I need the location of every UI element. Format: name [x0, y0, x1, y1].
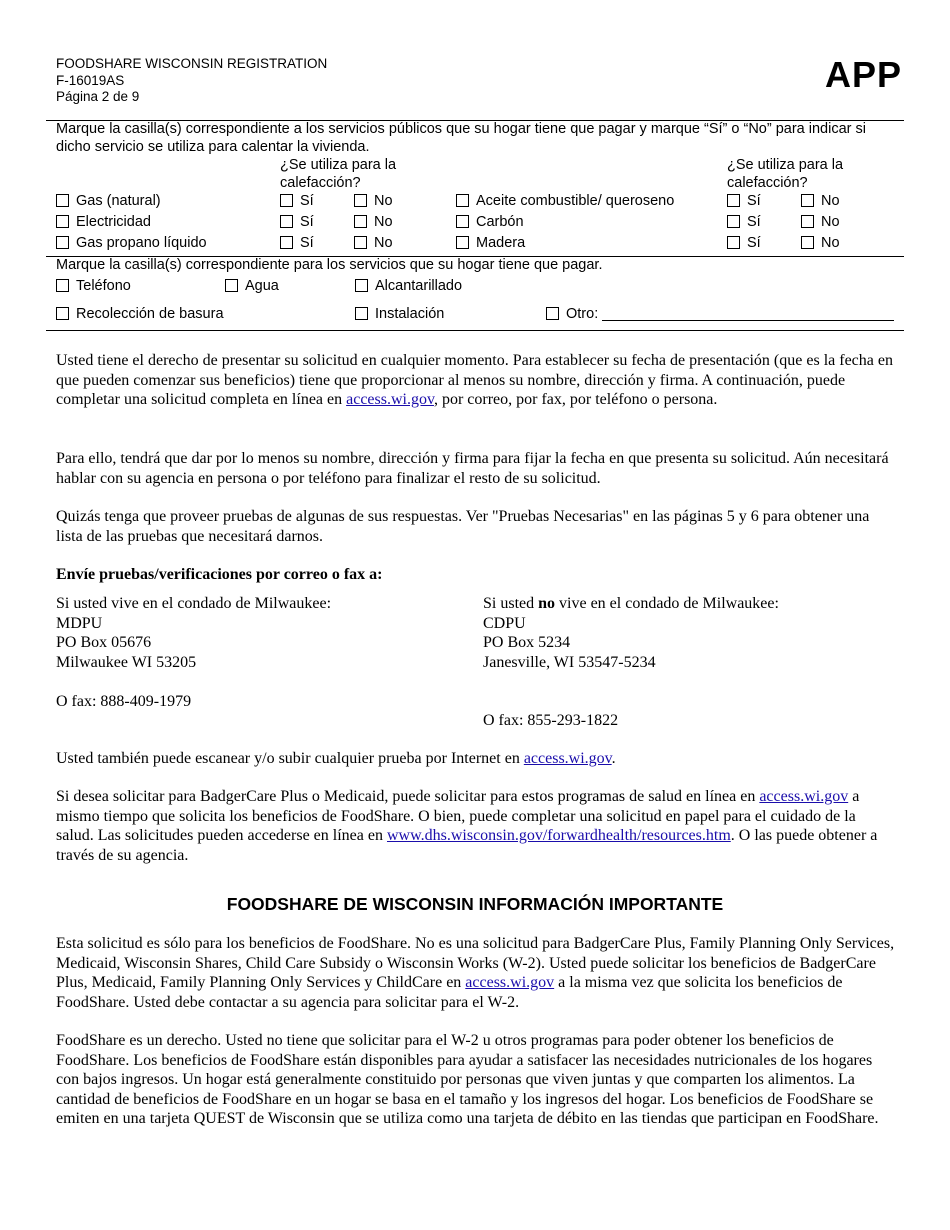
gas-checkbox[interactable]	[56, 194, 69, 207]
yes-label: Sí	[747, 193, 761, 209]
paragraph-filing-rights: Usted tiene el derecho de presentar su solicitud en cualquier momento. Para establecer su fecha de presentación (que es la fecha en que pueden comenzar sus beneficios) tiene que proporcionar al menos su nombre, dirección y firma. A continuación, puede completar una solicitud completa en línea en access.wi.gov, por correo, por fax, por teléfono o persona.	[56, 352, 893, 408]
electricity-checkbox[interactable]	[56, 215, 69, 228]
address-non-milwaukee	[483, 594, 779, 731]
no-label: No	[374, 235, 393, 251]
gas-label: Gas (natural)	[76, 193, 161, 209]
propane-label: Gas propano líquido	[76, 235, 207, 251]
app-badge: APP	[824, 54, 902, 95]
electricity-label: Electricidad	[76, 214, 151, 230]
sewer-checkbox[interactable]	[355, 279, 368, 292]
form-header	[56, 56, 327, 106]
no-label: No	[821, 235, 840, 251]
utilities-instructions: Marque la casilla(s) correspondiente a los servicios públicos que su hogar tiene que pagar y marque “Sí” o “No” para indicar si dicho servicio se utiliza para calentar la vivienda.	[56, 121, 866, 155]
form-title: FOODSHARE WISCONSIN REGISTRATION	[56, 56, 328, 71]
divider-bottom	[46, 330, 904, 331]
access-wi-gov-link[interactable]: access.wi.gov	[465, 974, 555, 991]
fuel-oil-checkbox[interactable]	[456, 194, 469, 207]
address-name: CDPU	[483, 614, 526, 632]
page-number: Página 2 de 9	[56, 89, 140, 104]
address-intro: Si usted no vive en el condado de Milwaukee:	[483, 595, 779, 612]
address-fax: O fax: 855-293-1822	[483, 712, 619, 729]
fuel-oil-heat-yes-checkbox[interactable]	[727, 194, 740, 207]
paragraph-scan-upload: Usted también puede escanear y/o subir cualquier prueba por Internet en access.wi.gov.	[56, 750, 616, 767]
form-number: F-16019AS	[56, 72, 125, 88]
section-title: FOODSHARE DE WISCONSIN INFORMACIÓN IMPORTANTE	[226, 894, 724, 914]
other-input-line[interactable]	[602, 320, 894, 321]
propane-heat-yes-checkbox[interactable]	[280, 236, 293, 249]
paragraph-badgercare: Si desea solicitar para BadgerCare Plus o Medicaid, puede solicitar para estos programas de salud en línea en access.wi.gov a mismo tiempo que solicita los beneficios de FoodShare. O bien, puede completar una solicitud en papel para el cuidado de la salud. Las solicitudes pueden accederse en línea en www.dhs.wisconsin.gov/forwardhealth/resources.htm. O las puede obtener a través de su agencia.	[56, 788, 878, 864]
yes-label: Sí	[747, 235, 761, 251]
coal-label: Carbón	[476, 214, 524, 230]
paragraph-application-scope: Esta solicitud es sólo para los beneficios de FoodShare. No es una solicitud para BadgerCare Plus, Family Planning Only Services, Medicaid, Wisconsin Shares, Child Care Subsidy o Wisconsin Works (W-2). Usted puede solicitar los beneficios de BadgerCare Plus, Medicaid, Family Planning Only Services y ChildCare en access.wi.gov a la misma vez que solicita los beneficios de FoodShare. Usted debe contactar a su agencia para solicitar para el W-2.	[56, 935, 895, 1011]
wood-heat-no-checkbox[interactable]	[801, 236, 814, 249]
water-checkbox[interactable]	[225, 279, 238, 292]
yes-label: Sí	[747, 214, 761, 230]
coal-checkbox[interactable]	[456, 215, 469, 228]
electricity-heat-no-checkbox[interactable]	[354, 215, 367, 228]
other-label: Otro:	[566, 306, 599, 322]
sewer-label: Alcantarillado	[375, 278, 463, 294]
send-proofs-heading: Envíe pruebas/verificaciones por correo o fax a:	[56, 566, 383, 583]
installation-label: Instalación	[375, 306, 445, 322]
yes-label: Sí	[300, 235, 314, 251]
gas-heat-no-checkbox[interactable]	[354, 194, 367, 207]
address-city: Janesville, WI 53547-5234	[483, 653, 656, 671]
no-label: No	[374, 214, 393, 230]
address-intro: Si usted vive en el condado de Milwaukee:	[56, 595, 332, 612]
yes-label: Sí	[300, 193, 314, 209]
propane-checkbox[interactable]	[56, 236, 69, 249]
garbage-label: Recolección de basura	[76, 306, 224, 322]
no-label: No	[374, 193, 393, 209]
telephone-label: Teléfono	[76, 278, 131, 294]
paragraph-proofs: Quizás tenga que proveer pruebas de algunas de sus respuestas. Ver "Pruebas Necesarias" en las páginas 5 y 6 para obtener una lista de las pruebas que necesitará darnos.	[56, 508, 870, 545]
wood-checkbox[interactable]	[456, 236, 469, 249]
fuel-oil-label: Aceite combustible/ queroseno	[476, 193, 675, 209]
forwardhealth-resources-link[interactable]: www.dhs.wisconsin.gov/forwardhealth/resources.htm	[386, 827, 731, 844]
address-city: Milwaukee WI 53205	[56, 653, 197, 671]
fuel-oil-heat-no-checkbox[interactable]	[801, 194, 814, 207]
wood-heat-yes-checkbox[interactable]	[727, 236, 740, 249]
address-milwaukee	[56, 594, 331, 711]
garbage-checkbox[interactable]	[56, 307, 69, 320]
paragraph-foodshare-right: FoodShare es un derecho. Usted no tiene que solicitar para el W-2 u otros programas para poder obtener los beneficios de FoodShare. Los beneficios de FoodShare están disponibles para ayudar a satisfacer las necesidades nutricionales de los hogares con bajos ingresos. Un hogar está generalmente constituido por personas que viven juntas y que comparten los alimentos. La cantidad de beneficios de FoodShare en un hogar se basa en el tamaño y los ingresos del hogar. Los beneficios de FoodShare se emiten en una tarjeta QUEST de Wisconsin que se utiliza como una tarjeta de débito en las tiendas que participan en FoodShare.	[56, 1032, 879, 1127]
other-checkbox[interactable]	[546, 307, 559, 320]
heating-question-right: ¿Se utiliza para la calefacción?	[727, 157, 844, 191]
no-label: No	[821, 193, 840, 209]
address-name: MDPU	[56, 614, 103, 632]
address-po-box: PO Box 5234	[483, 634, 571, 651]
address-po-box: PO Box 05676	[56, 634, 152, 651]
propane-heat-no-checkbox[interactable]	[354, 236, 367, 249]
address-fax: O fax: 888-409-1979	[56, 692, 192, 710]
paragraph-filing-date: Para ello, tendrá que dar por lo menos su nombre, dirección y firma para fijar la fecha en que presenta su solicitud. Aún necesitará hablar con su agencia en persona o por teléfono para finalizar el resto de su solicitud.	[56, 450, 889, 487]
access-wi-gov-link[interactable]: access.wi.gov	[759, 788, 849, 805]
no-label: No	[821, 214, 840, 230]
access-wi-gov-link[interactable]: access.wi.gov	[523, 750, 612, 767]
coal-heat-yes-checkbox[interactable]	[727, 215, 740, 228]
yes-label: Sí	[300, 214, 314, 230]
coal-heat-no-checkbox[interactable]	[801, 215, 814, 228]
telephone-checkbox[interactable]	[56, 279, 69, 292]
electricity-heat-yes-checkbox[interactable]	[280, 215, 293, 228]
installation-checkbox[interactable]	[355, 307, 368, 320]
access-wi-gov-link[interactable]: access.wi.gov	[346, 391, 434, 408]
wood-label: Madera	[476, 235, 526, 251]
water-label: Agua	[245, 278, 279, 294]
heating-question-left: ¿Se utiliza para la calefacción?	[280, 157, 397, 191]
gas-heat-yes-checkbox[interactable]	[280, 194, 293, 207]
services-instructions: Marque la casilla(s) correspondiente para los servicios que su hogar tiene que pagar.	[56, 257, 603, 273]
